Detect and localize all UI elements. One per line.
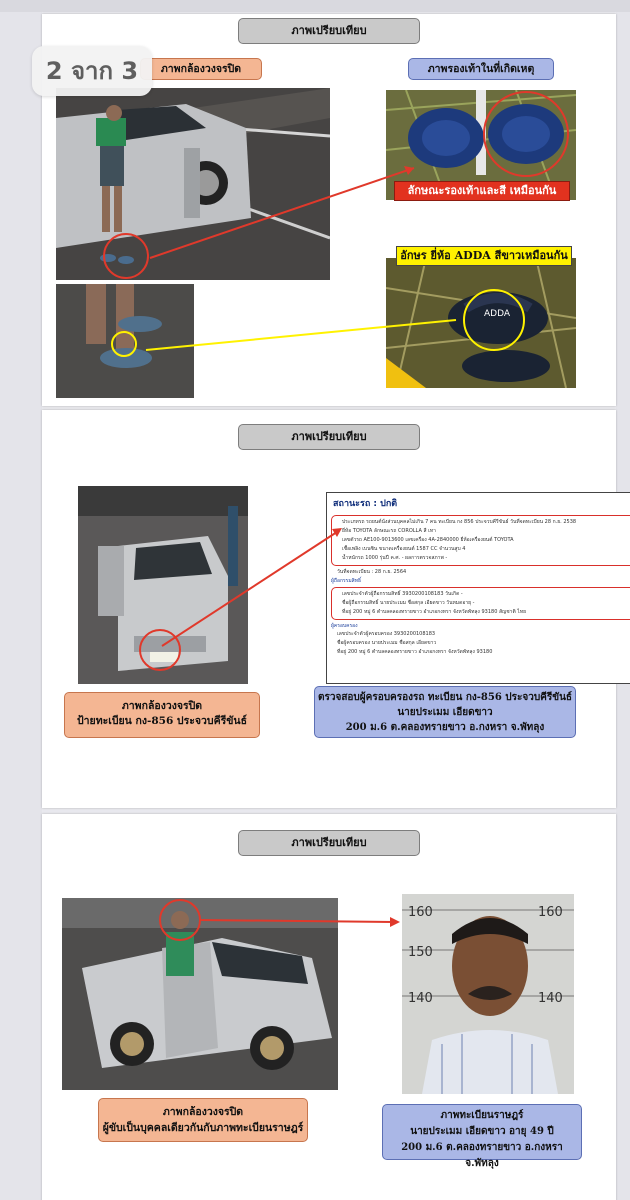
- record-section-possessor: ผู้ครอบครอง: [331, 623, 358, 629]
- height-mark: 160: [538, 905, 563, 920]
- label-line: 200 ม.6 ต.คลองทรายขาว อ.กงหรา จ.พัทลุง: [401, 1142, 563, 1169]
- owner-row: ที่อยู่ 200 หมู่ 6 ตำบลคลองทรายขาว อำเภอกงหรา จังหวัดพัทลุง 93180 สัญชาติ ไทย: [342, 609, 527, 615]
- label-line: ภาพทะเบียนราษฎร์: [440, 1110, 524, 1121]
- record-reg-date: วันที่จดทะเบียน : 28 ก.ย. 2564: [337, 569, 407, 575]
- label-line: ภาพกล้องวงจรปิด: [121, 700, 203, 712]
- label-line: 200 ม.6 ต.คลองทรายขาว อ.กงหรา จ.พัทลุง: [345, 722, 545, 733]
- cctv-driver-label: [98, 1098, 308, 1142]
- label-line: ผู้ขับเป็นบุคคลเดียวกันกับภาพทะเบียนราษฎร์: [102, 1122, 304, 1134]
- record-row: เลขตัวรถ AE100-9013600 เลขเครื่อง 4A-2840000 ยี่ห้อเครื่องยนต์ TOYOTA: [342, 537, 514, 543]
- page-indicator-badge: 2 จาก 3: [32, 46, 152, 96]
- owner-row: ชื่อผู้ถือกรรมสิทธิ์ นายประเมม ชื่อสกุล เอียดขาว วันหมดอายุ -: [342, 600, 475, 606]
- label-line: ภาพกล้องวงจรปิด: [162, 1106, 244, 1118]
- page-title: ภาพเปรียบเทียบ: [238, 18, 420, 44]
- label-line: ป้ายทะเบียน กง-856 ประจวบคีรีขันธ์: [76, 715, 247, 727]
- registry-label: [382, 1104, 582, 1169]
- red-arrow-line: [150, 168, 414, 258]
- possessor-row: ที่อยู่ 200 หมู่ 6 ตำบลคลองทรายขาว อำเภอกงหรา จังหวัดพัทลุง 93180: [337, 649, 493, 655]
- possessor-row: ชื่อผู้ครอบครอง นายประเมม ชื่อสกุล เอียดขาว: [337, 640, 437, 646]
- record-section-owner: ผู้ถือกรรมสิทธิ์: [331, 578, 362, 584]
- record-status: สถานะรถ : ปกติ: [333, 499, 398, 509]
- owner-check-label: [314, 686, 576, 738]
- record-row: ประเภทรถ รถยนต์นั่งส่วนบุคคลไม่เกิน 7 คน ทะเบียน กง 856 ประจวบคีรีขันธ์ วันที่จดทะเบียน 28 ก.ย. 2538: [342, 519, 577, 525]
- record-row: ยี่ห้อ TOYOTA ลักษณะรถ COROLLA สี เทา: [342, 528, 436, 534]
- red-arrow-line: [162, 530, 340, 646]
- possessor-row: เลขประจำตัวผู้ครอบครอง 3930200108183: [337, 631, 436, 637]
- document-page-2: [42, 410, 616, 808]
- red-arrow-line: [200, 920, 394, 922]
- red-arrow-head: [332, 528, 342, 537]
- height-mark: 160: [408, 905, 433, 920]
- comparison-arrows: [42, 410, 616, 808]
- label-line: นายประเมม เอียดขาว อายุ 49 ปี: [410, 1126, 554, 1137]
- scene-shoe-label: ภาพรองเท้าในที่เกิดเหตุ: [408, 58, 554, 80]
- document-page-3: [42, 814, 616, 1200]
- page-title: ภาพเปรียบเทียบ: [238, 830, 420, 856]
- red-arrow-head: [390, 917, 400, 927]
- brand-match-callout: อักษร ยี่ห้อ ADDA สีขาวเหมือนกัน: [396, 246, 572, 266]
- viewer-left-gutter: [0, 12, 42, 1200]
- record-row: น้ำหนักรถ 1000 รุ่นปี ค.ศ. - ผลการตรวจสภาพ -: [342, 555, 448, 561]
- height-mark: 140: [408, 991, 433, 1006]
- page-title: ภาพเปรียบเทียบ: [238, 424, 420, 450]
- cctv-plate-label: [64, 692, 260, 738]
- height-mark: 140: [538, 991, 563, 1006]
- shoe-match-callout: ลักษณะรองเท้าและสี เหมือนกัน: [394, 181, 570, 201]
- record-row: เชื้อเพลิง เบนซิน ขนาดเครื่องยนต์ 1587 CC จำนวนสูบ 4: [342, 546, 466, 552]
- label-line: ตรวจสอบผู้ครอบครองรถ ทะเบียน กง-856 ประจวบคีรีขันธ์: [317, 692, 573, 703]
- cctv-label: ภาพกล้องวงจรปิด: [140, 58, 262, 80]
- viewer-top-strip: [0, 0, 630, 12]
- label-line: นายประเมม เอียดขาว: [397, 707, 493, 718]
- owner-row: เลขประจำตัวผู้ถือกรรมสิทธิ์ 3930200108183 วันเกิด -: [342, 591, 463, 597]
- yellow-connector-line: [146, 320, 456, 350]
- adda-logo-text: ADDA: [484, 309, 511, 319]
- height-mark: 150: [408, 945, 433, 960]
